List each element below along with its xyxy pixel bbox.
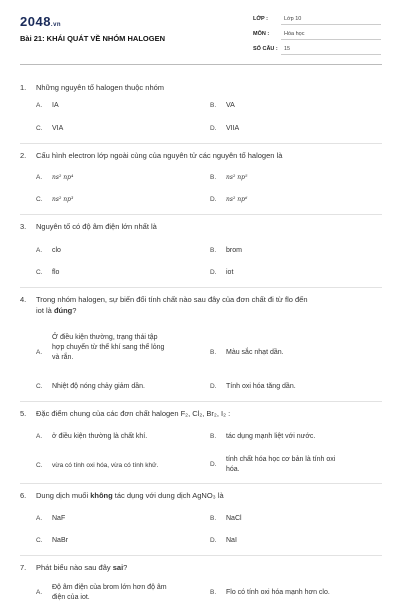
question-stem: [20, 221, 382, 232]
option-text: VIIA: [226, 125, 240, 132]
question-text: Cấu hình electron lớp ngoài cùng của nguyên tử các nguyên tố halogen là: [36, 151, 283, 160]
option-text: Flo có tính oxi hóa mạnh hơn clo.: [226, 589, 330, 596]
option-text: NaI: [226, 537, 237, 544]
option-letter: A.: [36, 349, 43, 356]
question-text-tail: tác dụng với dung dịch AgNO₃ là: [112, 491, 224, 500]
option-text: Màu sắc nhạt dần.: [226, 349, 284, 356]
question-emphasis: sai: [112, 563, 124, 572]
option-letter: C.: [36, 269, 43, 276]
option-letter: B.: [210, 174, 217, 181]
question-separator: [20, 483, 382, 484]
option-line: Độ âm điện của brom lớn hơn độ âm: [52, 584, 167, 591]
question-5: [20, 408, 382, 419]
option-formula: [226, 173, 247, 183]
option-text: tác dụng mạnh liệt với nước.: [226, 433, 316, 440]
question-number: 3.: [20, 222, 27, 231]
class-value: Lớp 10: [284, 16, 302, 22]
option-letter: D.: [210, 461, 217, 468]
question-separator: [20, 214, 382, 215]
option-letter: B.: [210, 515, 217, 522]
question-2: [20, 150, 382, 161]
question-separator: [20, 555, 382, 556]
lesson-title: Bài 21: KHÁI QUÁT VỀ NHÓM HALOGEN: [20, 34, 166, 43]
question-text: Đặc điểm chung của các đơn chất halogen F₂, Cl₂, Br₂, I₂ :: [36, 409, 231, 418]
site-logo[interactable]: [20, 14, 61, 29]
header-divider: [20, 64, 382, 65]
option-letter: B.: [210, 589, 217, 596]
subject-value: Hóa học: [284, 31, 305, 37]
option-formula: [226, 195, 247, 205]
option-letter: B.: [210, 349, 217, 356]
class-underline: [281, 24, 381, 25]
option-letter: C.: [36, 537, 43, 544]
option-letter: A.: [36, 102, 43, 109]
question-mark: ?: [72, 306, 77, 315]
logo-suffix: .vn: [50, 22, 62, 28]
option-text: [52, 333, 212, 363]
option-text: brom: [226, 247, 242, 254]
question-stem: [20, 408, 382, 419]
question-text-line-1: Trong nhóm halogen, sự biến đổi tính chất nào sau đây của đơn chất đi từ flo đến: [36, 295, 308, 304]
question-stem: [20, 82, 382, 93]
option-formula: [52, 173, 73, 183]
question-number: 7.: [20, 563, 27, 572]
option-text: clo: [52, 247, 61, 254]
option-text: Nhiệt độ nóng chảy giảm dần.: [52, 383, 146, 390]
question-text-line-2: iot là: [36, 306, 54, 315]
option-text: [226, 455, 386, 475]
formula: ns² np⁴: [52, 174, 74, 181]
question-text: Những nguyên tố halogen thuộc nhóm: [36, 83, 165, 92]
option-line: tính chất hóa học cơ bản là tính oxi: [226, 456, 336, 463]
question-3: [20, 221, 382, 232]
question-stem: [20, 150, 382, 161]
count-value: 15: [284, 46, 291, 52]
option-text: iot: [226, 269, 234, 276]
option-text: vừa có tính oxi hóa, vừa có tính khử.: [52, 462, 159, 469]
option-text: [52, 583, 212, 603]
option-letter: D.: [210, 383, 217, 390]
question-emphasis: không: [90, 491, 113, 500]
option-letter: C.: [36, 125, 43, 132]
option-text: Tính oxi hóa tăng dần.: [226, 383, 296, 390]
option-line: điện của iot.: [52, 594, 90, 601]
option-letter: D.: [210, 196, 217, 203]
option-letter: A.: [36, 515, 43, 522]
option-letter: B.: [210, 102, 217, 109]
option-letter: D.: [210, 537, 217, 544]
question-6: [20, 490, 382, 501]
formula: ns² np³: [52, 196, 74, 203]
option-letter: A.: [36, 433, 43, 440]
option-letter: A.: [36, 589, 43, 596]
option-text: VIA: [52, 125, 64, 132]
option-letter: A.: [36, 174, 43, 181]
question-number: 6.: [20, 491, 27, 500]
question-number: 5.: [20, 409, 27, 418]
option-text: NaF: [52, 515, 66, 522]
question-stem: [20, 294, 382, 316]
option-line: hợp chuyển từ thể khí sang thể lỏng: [52, 344, 165, 351]
question-separator: [20, 143, 382, 144]
count-label: SỐ CÂU :: [253, 46, 278, 52]
question-emphasis: đúng: [53, 306, 73, 315]
question-7: [20, 562, 382, 573]
option-text: NaBr: [52, 537, 68, 544]
option-letter: C.: [36, 383, 43, 390]
page-header: [0, 0, 400, 62]
option-text: VA: [226, 102, 235, 109]
question-stem: [20, 562, 382, 573]
subject-underline: [281, 39, 381, 40]
option-line: Ở điều kiện thường, trạng thái tập: [52, 334, 158, 341]
formula: ns² np⁶: [226, 196, 248, 203]
option-letter: B.: [210, 247, 217, 254]
question-1: [20, 82, 382, 93]
question-number: 2.: [20, 151, 27, 160]
option-letter: B.: [210, 433, 217, 440]
option-text: flo: [52, 269, 60, 276]
option-line: hóa.: [226, 466, 240, 473]
question-4: [20, 294, 382, 316]
question-text: Dung dịch muối: [36, 491, 91, 500]
subject-label: MÔN :: [253, 31, 270, 37]
question-number: 1.: [20, 83, 27, 92]
question-text: Nguyên tố có độ âm điện lớn nhất là: [36, 222, 157, 231]
option-text: NaCl: [226, 515, 242, 522]
question-number: 4.: [20, 295, 27, 304]
question-stem: [20, 490, 382, 501]
option-letter: C.: [36, 462, 43, 469]
logo-text: 2048: [20, 14, 51, 29]
question-mark: ?: [123, 563, 128, 572]
count-underline: [281, 54, 381, 55]
option-formula: [52, 195, 73, 205]
option-line: và rắn.: [52, 354, 74, 361]
option-letter: C.: [36, 196, 43, 203]
class-label: LỚP :: [253, 16, 268, 22]
option-letter: D.: [210, 125, 217, 132]
formula: ns² np⁵: [226, 174, 248, 181]
option-text: IA: [52, 102, 59, 109]
option-text: ở điều kiện thường là chất khí.: [52, 433, 148, 440]
question-separator: [20, 401, 382, 402]
option-letter: A.: [36, 247, 43, 254]
question-text: Phát biểu nào sau đây: [36, 563, 113, 572]
question-separator: [20, 287, 382, 288]
option-letter: D.: [210, 269, 217, 276]
